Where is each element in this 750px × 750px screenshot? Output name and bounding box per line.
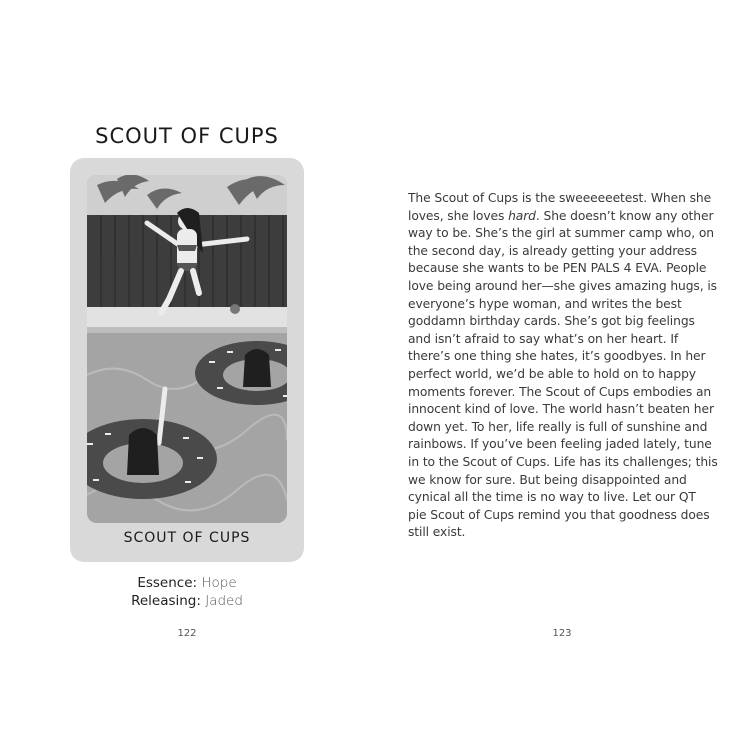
tarot-card	[70, 158, 304, 562]
description-part-1: The Scout of Cups is the sweeeeeetest. When she loves, she loves	[408, 191, 712, 223]
essence-value: Hope	[201, 575, 237, 591]
card-caption: SCOUT OF CUPS	[123, 530, 251, 546]
essence-label: Essence:	[137, 575, 198, 591]
essence-line	[70, 574, 304, 592]
page-number-right: 123	[552, 628, 572, 639]
releasing-label: Releasing:	[131, 593, 201, 609]
releasing-line	[70, 592, 304, 610]
pool-scene-illustration	[87, 175, 287, 523]
description-emphasis: hard	[508, 208, 536, 223]
card-illustration	[87, 175, 287, 523]
description-part-2: . She doesn’t know any other way to be. She’s the girl at summer camp who, on the second day, is already getting your address because she wants to be PEN PALS 4 EVA. People love being around her—she gives amazing hugs, is everyone’s hype woman, and writes the best goddamn birthday cards. She’s got big feelings and isn’t afraid to say what’s on her heart. If there’s one thing she hates, it’s goodbyes. In her perfect world, we’d be able to hold on to happy moments forever. The Scout of Cups embodies an innocent kind of love. The world hasn’t beaten her down yet. To her, life really is full of sunshine and rainbows. If you’ve been feeling jaded lately, tune in to the Scout of Cups. Life has its challenges; this we know for sure. But being disappointed and cynical all the time is no way to live. Let our QT pie Scout of Cups remind you that goodness does still exist.	[408, 208, 718, 540]
card-meta	[70, 574, 304, 610]
releasing-value: Jaded	[205, 593, 243, 609]
card-description	[408, 190, 718, 542]
card-title: SCOUT OF CUPS	[95, 124, 279, 148]
page-number-left: 122	[177, 628, 197, 639]
